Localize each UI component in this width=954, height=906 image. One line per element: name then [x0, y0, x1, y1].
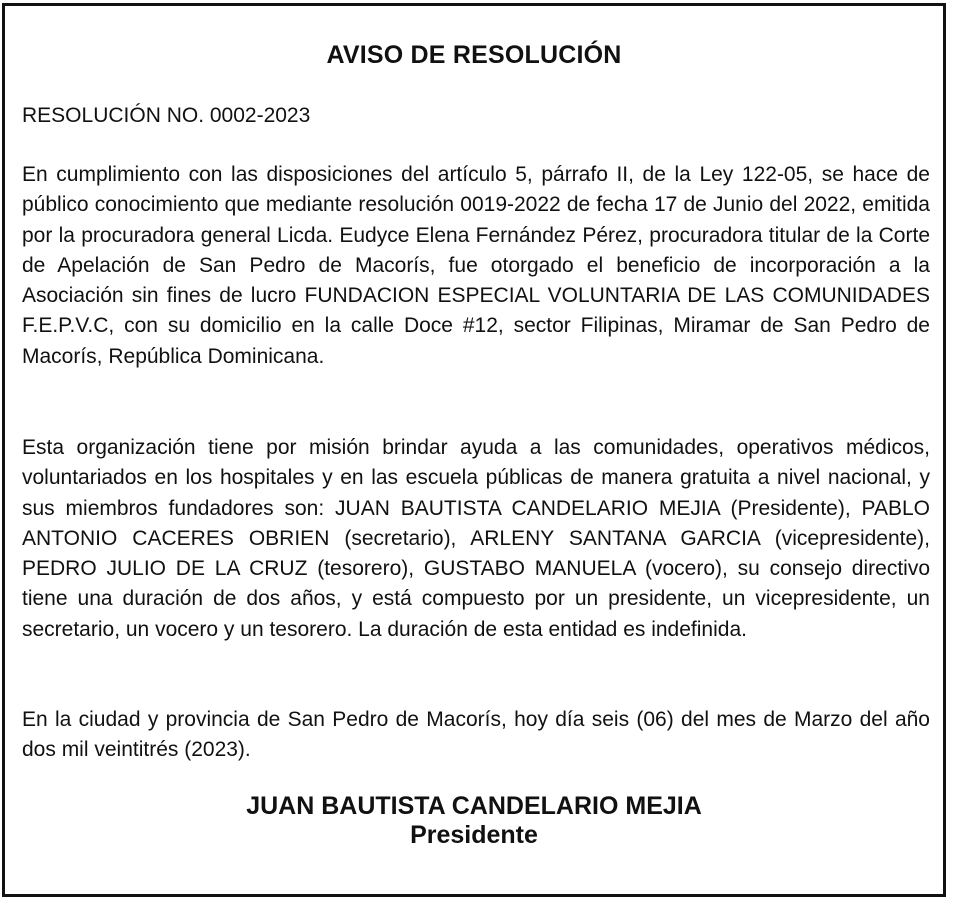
signatory-role: Presidente	[410, 821, 538, 849]
signatory-name: JUAN BAUTISTA CANDELARIO MEJIA	[246, 792, 702, 820]
resolution-notice	[2, 3, 946, 897]
paragraph-incorporation: En cumplimiento con las disposiciones del artículo 5, párrafo II, de la Ley 122-05, se hace de público conocimiento que mediante resolución 0019-2022 de fecha 17 de Junio del 2022, emitida por la procuradora general Licda. Eudyce Elena Fernández Pérez, procuradora titular de la Corte de Apelación de San Pedro de Macorís, fue otorgado el beneficio de incorporación a la Asociación sin fines de lucro FUNDACION ESPECIAL VOLUNTARIA DE LAS COMUNIDADES F.E.P.V.C, con su domicilio en la calle Doce #12, sector Filipinas, Miramar de San Pedro de Macorís, República Dominicana.	[22, 163, 930, 368]
paragraph-mission-members: Esta organización tiene por misión brindar ayuda a las comunidades, operativos médicos, voluntariados en los hospitales y en las escuela públicas de manera gratuita a nivel nacional, y sus miembros fundadores son: JUAN BAUTISTA CANDELARIO MEJIA (Presidente), PABLO ANTONIO CACERES OBRIEN (secretario), ARLENY SANTANA GARCIA (vicepresidente), PEDRO JULIO DE LA CRUZ (tesorero), GUSTABO MANUELA (vocero), su consejo directivo tiene una duración de dos años, y está compuesto por un presidente, un vicepresidente, un secretario, un vocero y un tesorero. La duración de esta entidad es indefinida.	[22, 436, 930, 641]
paragraph-date-place: En la ciudad y provincia de San Pedro de Macorís, hoy día seis (06) del mes de Marzo del año dos mil veintitrés (2023).	[22, 708, 930, 762]
resolution-number: RESOLUCIÓN NO. 0002-2023	[22, 104, 311, 127]
notice-title: AVISO DE RESOLUCIÓN	[326, 41, 622, 69]
